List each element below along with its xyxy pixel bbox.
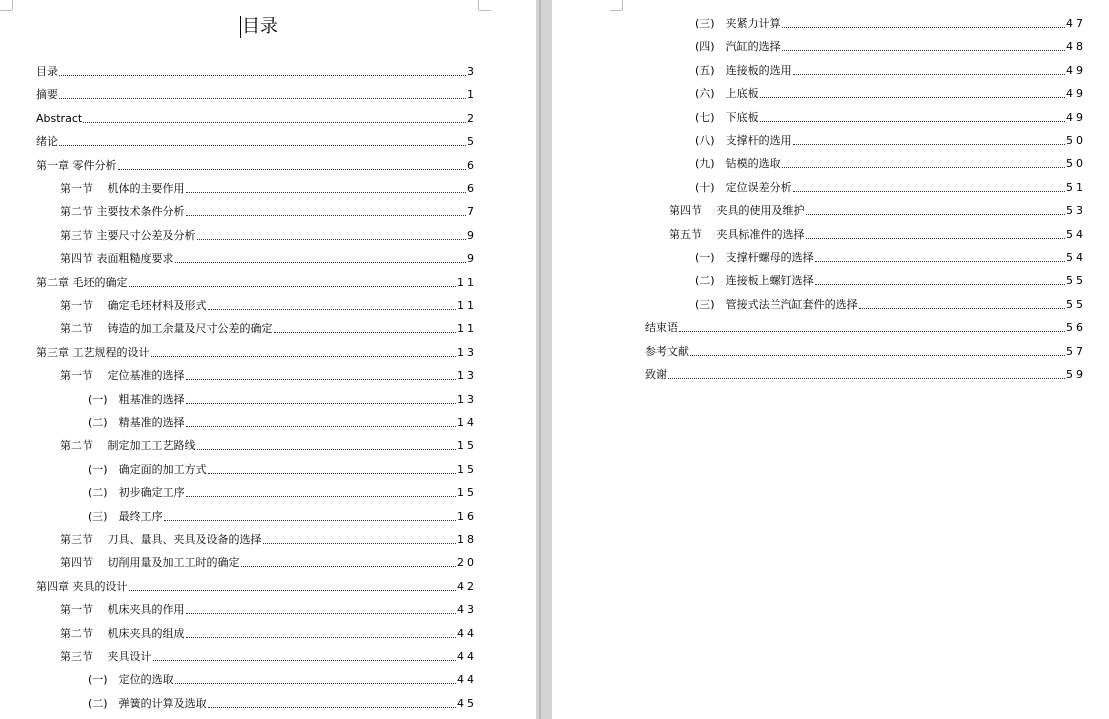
toc-entry-label: 第三节 夹具设计: [60, 650, 152, 663]
toc-page-number: 11: [457, 322, 477, 336]
toc-leader-dots: [186, 636, 457, 638]
toc-leader-dots: [806, 213, 1066, 215]
toc-entry[interactable]: [695, 132, 1086, 148]
toc-entry[interactable]: [88, 484, 477, 500]
toc-entry[interactable]: [695, 179, 1086, 195]
toc-leader-dots: [59, 144, 466, 146]
toc-entry-label: 目录: [36, 65, 58, 78]
toc-page-number: 11: [457, 275, 477, 289]
toc-page-number: 45: [457, 696, 477, 710]
toc-page-number: 55: [1066, 274, 1086, 288]
toc-page-number: 59: [1066, 368, 1086, 381]
toc-entry-label: (八) 支撑杆的选用: [695, 134, 792, 147]
toc-entry-label: (三) 最终工序: [88, 509, 163, 523]
toc-page-number: 15: [457, 486, 477, 500]
toc-entry[interactable]: [88, 414, 477, 430]
toc-page-number: 14: [457, 416, 477, 429]
toc-entry-label: (二) 初步确定工序: [88, 486, 185, 500]
toc-leader-dots: [186, 214, 467, 216]
toc-entry[interactable]: [645, 366, 1086, 382]
toc-entry-label: 第三节 刀具、量具、夹具及设备的选择: [60, 533, 262, 546]
toc-page-number: 49: [1066, 110, 1086, 124]
toc-entry[interactable]: [36, 157, 477, 173]
toc-left-column: [0, 0, 536, 719]
toc-leader-dots: [815, 260, 1065, 262]
toc-entry-label: 第二节 制定加工工艺路线: [60, 439, 196, 453]
toc-page-number: 7: [467, 205, 477, 219]
toc-entry-label: 绪论: [36, 135, 58, 149]
toc-leader-dots: [59, 74, 466, 76]
toc-page-number: 3: [467, 65, 477, 78]
toc-page-number: 51: [1066, 180, 1086, 194]
toc-entry[interactable]: [695, 155, 1086, 171]
toc-leader-dots: [782, 49, 1065, 51]
toc-entry[interactable]: [695, 15, 1086, 31]
toc-leader-dots: [153, 659, 457, 661]
toc-page-number: 44: [457, 650, 477, 663]
toc-leader-dots: [197, 448, 457, 450]
toc-entry[interactable]: [695, 38, 1086, 54]
toc-leader-dots: [782, 26, 1065, 28]
toc-entry-label: (一) 定位的选取: [88, 673, 174, 687]
toc-page-number: 44: [457, 673, 477, 687]
toc-page-number: 6: [467, 158, 477, 172]
toc-entry-label: (五) 连接板的选用: [695, 63, 792, 77]
toc-entry-label: 第二节 机床夹具的组成: [60, 626, 185, 640]
toc-title: 目录: [242, 16, 278, 37]
toc-page-number: 13: [457, 369, 477, 383]
toc-leader-dots: [208, 706, 456, 708]
toc-leader-dots: [859, 307, 1065, 309]
toc-entry[interactable]: [60, 297, 477, 313]
toc-entry-label: (一) 粗基准的选择: [88, 392, 185, 406]
toc-entry[interactable]: [60, 437, 477, 453]
toc-page-number: 1: [467, 88, 477, 102]
toc-leader-dots: [186, 402, 456, 404]
toc-entry-label: 摘要: [36, 88, 58, 102]
toc-entry[interactable]: [60, 554, 477, 570]
toc-entry[interactable]: [88, 461, 477, 477]
toc-entry[interactable]: [60, 320, 477, 336]
toc-page-number: 6: [467, 182, 477, 195]
toc-entry[interactable]: [88, 508, 477, 524]
toc-leader-dots: [175, 682, 456, 684]
toc-page-number: 54: [1066, 251, 1086, 264]
toc-entry[interactable]: [36, 110, 477, 126]
toc-entry[interactable]: [60, 180, 477, 196]
toc-leader-dots: [59, 97, 466, 99]
toc-entry-label: 第四节 夹具的使用及维护: [669, 204, 805, 218]
toc-page-number: 42: [457, 579, 477, 593]
toc-page-number: 9: [467, 228, 477, 242]
toc-leader-dots: [208, 308, 457, 310]
toc-entry[interactable]: [36, 86, 477, 102]
toc-leader-dots: [118, 168, 467, 170]
toc-entry[interactable]: [695, 62, 1086, 78]
toc-entry[interactable]: [695, 85, 1086, 101]
toc-entry[interactable]: [695, 296, 1086, 312]
toc-entry[interactable]: [645, 319, 1086, 335]
toc-page-number: 44: [457, 626, 477, 640]
toc-entry-label: 第四节 表面粗糙度要求: [60, 252, 174, 266]
toc-entry-label: (四) 汽缸的选择: [695, 40, 781, 54]
toc-entry[interactable]: [695, 109, 1086, 125]
toc-entry[interactable]: [669, 202, 1086, 218]
toc-right-column: [552, 0, 1109, 719]
toc-leader-dots: [793, 190, 1065, 192]
toc-leader-dots: [129, 589, 457, 591]
toc-page-number: 53: [1066, 204, 1086, 218]
toc-leader-dots: [151, 355, 457, 357]
toc-entry-label: 第五节 夹具标准件的选择: [669, 227, 805, 241]
toc-page-number: 15: [457, 462, 477, 476]
toc-entry-label: (三) 夹紧力计算: [695, 17, 781, 30]
toc-page-number: 18: [457, 533, 477, 546]
toc-entry[interactable]: [36, 344, 477, 360]
toc-entry-label: 第一章 零件分析: [36, 158, 117, 172]
toc-entry[interactable]: [60, 227, 477, 243]
toc-page-number: 56: [1066, 321, 1086, 335]
toc-leader-dots: [668, 377, 1065, 379]
toc-page-number: 15: [457, 439, 477, 453]
toc-leader-dots: [806, 237, 1066, 239]
toc-entry-label: 第二节 铸造的加工余量及尺寸公差的确定: [60, 322, 273, 336]
toc-entry-label: 第一节 确定毛坯材料及形式: [60, 299, 207, 312]
toc-entry-label: (二) 精基准的选择: [88, 416, 185, 429]
toc-leader-dots: [815, 283, 1065, 285]
toc-entry-label: 第四章 夹具的设计: [36, 579, 128, 593]
toc-entry-label: 致谢: [645, 368, 667, 381]
toc-leader-dots: [274, 331, 457, 333]
toc-leader-dots: [690, 354, 1065, 356]
toc-entry-label: (二) 连接板上螺钉选择: [695, 274, 814, 288]
toc-entry[interactable]: [88, 671, 477, 687]
toc-entry[interactable]: [36, 274, 477, 290]
toc-page-number: 55: [1066, 297, 1086, 311]
scroll-divider[interactable]: [539, 0, 541, 719]
toc-entry-label: Abstract: [36, 111, 83, 125]
toc-entry-label: (一) 确定面的加工方式: [88, 462, 207, 476]
toc-entry-label: 第四节 切削用量及加工工时的确定: [60, 556, 240, 570]
toc-page-number: 13: [457, 345, 477, 359]
toc-leader-dots: [129, 285, 457, 287]
toc-entry-label: 第二节 主要技术条件分析: [60, 205, 185, 219]
right-page: [552, 0, 1109, 719]
toc-leader-dots: [263, 542, 457, 544]
toc-leader-dots: [186, 191, 467, 193]
toc-leader-dots: [175, 261, 467, 263]
toc-entry[interactable]: [36, 133, 477, 149]
toc-entry-label: (七) 下底板: [695, 110, 759, 124]
toc-leader-dots: [208, 472, 456, 474]
toc-leader-dots: [760, 96, 1065, 98]
toc-entry[interactable]: [60, 531, 477, 547]
toc-leader-dots: [83, 121, 466, 123]
toc-page-number: 57: [1066, 344, 1086, 358]
toc-entry[interactable]: [36, 578, 477, 594]
toc-page-number: 11: [457, 299, 477, 312]
toc-entry-label: (六) 上底板: [695, 87, 759, 101]
toc-leader-dots: [164, 519, 456, 521]
toc-leader-dots: [793, 73, 1065, 75]
toc-entry[interactable]: [60, 203, 477, 219]
toc-leader-dots: [782, 166, 1065, 168]
toc-entry[interactable]: [60, 648, 477, 664]
toc-leader-dots: [241, 565, 457, 567]
toc-leader-dots: [760, 120, 1065, 122]
toc-leader-dots: [186, 612, 457, 614]
toc-entry-label: 第一节 定位基准的选择: [60, 369, 185, 383]
toc-entry-label: 第三章 工艺规程的设计: [36, 345, 150, 359]
toc-page-number: 54: [1066, 227, 1086, 241]
toc-entry-label: (二) 弹簧的计算及选取: [88, 696, 207, 710]
toc-page-number: 50: [1066, 134, 1086, 147]
toc-entry-label: 参考文献: [645, 344, 689, 358]
toc-page-number: 48: [1066, 40, 1086, 54]
toc-page-number: 47: [1066, 17, 1086, 30]
toc-entry[interactable]: [695, 272, 1086, 288]
toc-entry-label: (一) 支撑杆螺母的选择: [695, 251, 814, 264]
toc-leader-dots: [186, 378, 457, 380]
toc-page-number: 9: [467, 252, 477, 266]
toc-entry[interactable]: [60, 601, 477, 617]
toc-entry[interactable]: [88, 391, 477, 407]
toc-entry[interactable]: [88, 695, 477, 711]
toc-entry[interactable]: [60, 367, 477, 383]
toc-leader-dots: [679, 330, 1065, 332]
toc-entry[interactable]: [60, 250, 477, 266]
toc-leader-dots: [197, 238, 467, 240]
toc-page-number: 49: [1066, 63, 1086, 77]
toc-entry-label: (十) 定位误差分析: [695, 180, 792, 194]
toc-entry-label: (九) 钻模的选取: [695, 157, 781, 171]
toc-page-number: 43: [457, 603, 477, 617]
left-page: [0, 0, 536, 719]
toc-page-number: 5: [467, 135, 477, 149]
toc-page-number: 49: [1066, 87, 1086, 101]
toc-entry-label: 第三节 主要尺寸公差及分析: [60, 228, 196, 242]
toc-entry-label: 第二章 毛坯的确定: [36, 275, 128, 289]
toc-leader-dots: [793, 143, 1065, 145]
toc-leader-dots: [186, 495, 456, 497]
toc-entry-label: (三) 管接式法兰汽缸套件的选择: [695, 297, 858, 311]
toc-entry[interactable]: [695, 249, 1086, 265]
toc-page-number: 50: [1066, 157, 1086, 171]
toc-page-number: 20: [457, 556, 477, 570]
toc-entry[interactable]: [669, 226, 1086, 242]
toc-entry-label: 第一节 机床夹具的作用: [60, 603, 185, 617]
toc-leader-dots: [186, 425, 456, 427]
toc-page-number: 2: [467, 111, 477, 125]
toc-entry[interactable]: [60, 625, 477, 641]
toc-entry-label: 第一节 机体的主要作用: [60, 182, 185, 195]
toc-page-number: 13: [457, 392, 477, 406]
toc-entry-label: 结束语: [645, 321, 678, 335]
toc-page-number: 16: [457, 509, 477, 523]
toc-entry[interactable]: [36, 63, 477, 79]
toc-entry[interactable]: [645, 343, 1086, 359]
